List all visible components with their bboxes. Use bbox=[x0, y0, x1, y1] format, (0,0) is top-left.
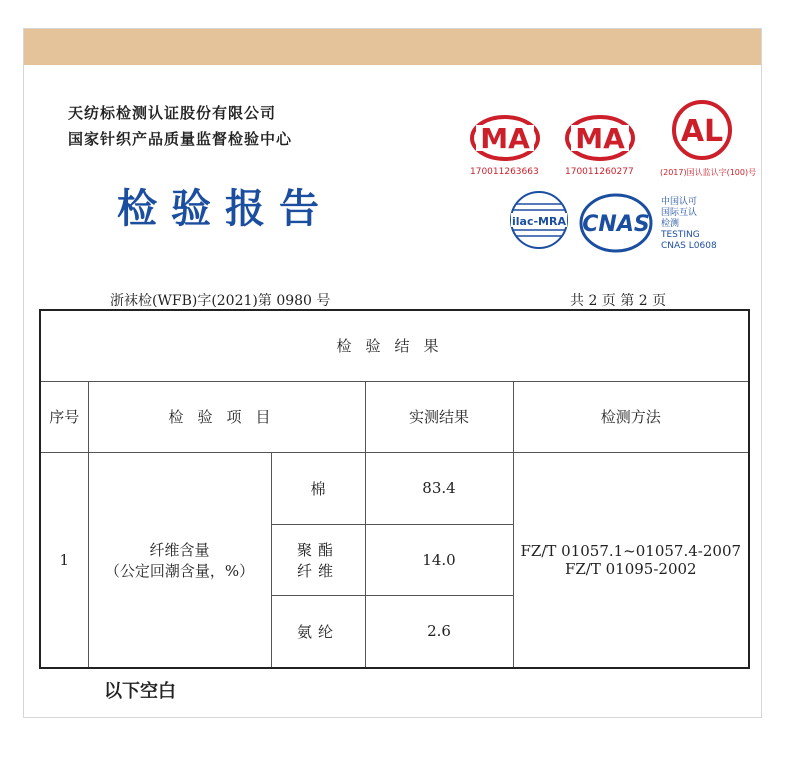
cma-logo-2 bbox=[565, 115, 635, 165]
report-title: 检验报告 bbox=[117, 185, 333, 232]
header-seq: 序号 bbox=[40, 381, 88, 452]
component-value-polyester: 14.0 bbox=[365, 524, 513, 595]
center-name: 国家针织产品质量监督检验中心 bbox=[68, 130, 293, 148]
cnas-text-1: 中国认可 bbox=[661, 197, 698, 207]
table-header-row bbox=[40, 381, 749, 452]
results-table bbox=[39, 309, 750, 669]
header-method: 检测方法 bbox=[513, 381, 749, 452]
cma-label: MA bbox=[575, 122, 625, 155]
ilac-logo bbox=[508, 183, 570, 261]
row-item bbox=[88, 452, 271, 668]
cal-label: AL bbox=[680, 114, 724, 149]
polyester-line-2: 纤维 bbox=[296, 561, 339, 580]
table-title-row bbox=[40, 310, 749, 381]
ilac-globe-icon bbox=[508, 183, 570, 257]
cma-label: MA bbox=[480, 122, 530, 155]
cnas-info bbox=[661, 197, 717, 252]
component-value-spandex: 2.6 bbox=[365, 595, 513, 668]
component-name-spandex: 氨纶 bbox=[271, 595, 365, 668]
top-band bbox=[24, 29, 761, 65]
company-name: 天纺标检测认证股份有限公司 bbox=[68, 104, 277, 122]
section-title: 检验结果 bbox=[40, 310, 749, 381]
cnas-text-5: CNAS L0608 bbox=[661, 241, 717, 251]
component-value-cotton: 83.4 bbox=[365, 452, 513, 524]
component-name-polyester bbox=[271, 524, 365, 595]
component-name-cotton: 棉 bbox=[271, 452, 365, 524]
cma-logo-1 bbox=[470, 115, 540, 165]
cal-logo bbox=[669, 99, 735, 165]
cma-number-2: 170011260277 bbox=[565, 167, 634, 177]
cal-number: (2017)国认监认字(100)号 bbox=[660, 168, 757, 177]
cma-number-1: 170011263663 bbox=[470, 167, 539, 177]
cnas-label: CNAS bbox=[582, 212, 650, 237]
report-card bbox=[23, 28, 762, 718]
method-line-1: FZ/T 01057.1~01057.4-2007 bbox=[520, 541, 742, 560]
row-method bbox=[513, 452, 749, 668]
header-item: 检验项目 bbox=[88, 381, 365, 452]
row-seq: 1 bbox=[40, 452, 88, 668]
report-number: 浙袜检(WFB)字(2021)第 0980 号 bbox=[110, 293, 331, 309]
item-note: （公定回潮含量，%） bbox=[104, 561, 255, 580]
item-name: 纤维含量 bbox=[149, 540, 210, 559]
method-line-2: FZ/T 01095-2002 bbox=[564, 559, 697, 578]
cnas-text-3: 检测 bbox=[661, 219, 680, 229]
cnas-logo bbox=[578, 192, 654, 258]
cnas-text-2: 国际互认 bbox=[661, 208, 698, 218]
cal-mark-icon bbox=[669, 99, 735, 161]
blank-note: 以下空白 bbox=[104, 681, 176, 702]
cma-mark-icon bbox=[470, 115, 540, 161]
table-row bbox=[40, 452, 749, 524]
polyester-line-1: 聚酯 bbox=[296, 540, 339, 559]
header-result: 实测结果 bbox=[365, 381, 513, 452]
ilac-label: ilac-MRA bbox=[512, 215, 566, 228]
cnas-text-4: TESTING bbox=[661, 230, 700, 240]
cnas-mark-icon bbox=[578, 192, 654, 254]
cma-mark-icon bbox=[565, 115, 635, 161]
page-count: 共 2 页 第 2 页 bbox=[570, 293, 667, 309]
